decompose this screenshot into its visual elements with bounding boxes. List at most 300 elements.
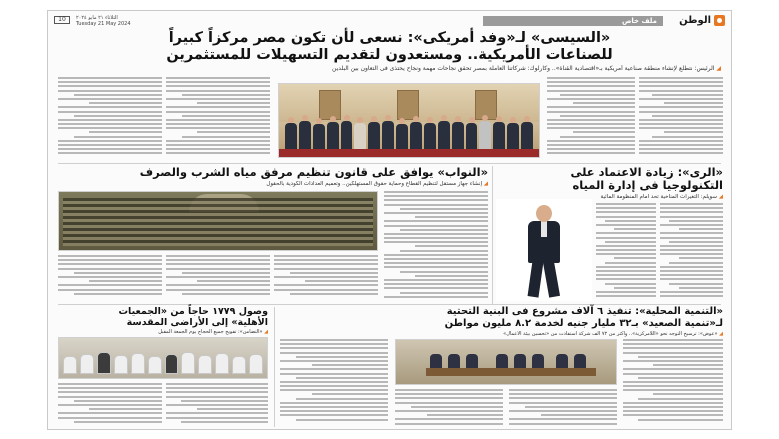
text-line	[58, 417, 162, 419]
text-line	[280, 373, 388, 375]
text-line	[166, 85, 270, 87]
text-line	[660, 203, 723, 205]
text-line	[639, 85, 723, 87]
text-line	[525, 406, 617, 408]
parliament-photo	[58, 191, 378, 251]
lead-body-column-3	[547, 77, 635, 159]
text-line	[660, 249, 723, 251]
text-line	[280, 339, 388, 341]
text-line	[58, 259, 162, 261]
text-line	[638, 398, 723, 400]
text-line	[384, 287, 488, 289]
text-line	[166, 404, 268, 406]
dateline-english: Tuesday 21 May 2024	[76, 21, 131, 27]
text-line	[623, 389, 723, 391]
text-line	[274, 268, 378, 270]
text-line	[384, 237, 488, 239]
text-line	[280, 402, 388, 404]
text-line	[384, 266, 488, 268]
text-line	[614, 287, 656, 289]
text-line	[280, 389, 388, 391]
text-line	[509, 393, 617, 395]
text-line	[296, 398, 388, 400]
text-line	[58, 255, 162, 257]
text-line	[596, 253, 656, 255]
text-line	[58, 81, 162, 83]
text-line	[547, 90, 635, 92]
text-line	[166, 77, 270, 79]
text-line	[280, 347, 388, 349]
text-line	[58, 387, 162, 389]
text-line	[596, 216, 656, 218]
text-line	[605, 283, 656, 285]
text-line	[274, 284, 378, 286]
text-line	[639, 119, 723, 121]
logo-text: الوطن	[679, 15, 711, 26]
local-development-body-column-1	[280, 339, 388, 427]
text-line	[58, 152, 162, 154]
text-line	[166, 387, 268, 389]
text-line	[395, 393, 503, 395]
text-line	[660, 224, 723, 226]
text-line	[547, 111, 635, 113]
meeting-photo	[395, 339, 617, 385]
text-line	[280, 368, 388, 370]
text-line	[560, 94, 635, 96]
divider	[274, 307, 275, 427]
text-line	[596, 207, 656, 209]
text-line	[664, 131, 723, 133]
divider	[58, 163, 721, 164]
text-line	[614, 228, 656, 230]
text-line	[660, 278, 723, 280]
text-line	[274, 259, 378, 261]
text-line	[89, 131, 162, 133]
divider	[492, 166, 493, 304]
text-line	[290, 272, 378, 274]
text-line	[411, 406, 503, 408]
text-line	[312, 393, 388, 395]
text-line	[509, 423, 617, 425]
hajj-subheadline	[58, 329, 268, 335]
text-line	[639, 148, 723, 150]
text-line	[58, 123, 162, 125]
text-line	[596, 232, 656, 234]
text-line	[166, 98, 270, 100]
text-line	[166, 268, 270, 270]
text-line	[679, 257, 723, 259]
text-line	[280, 406, 388, 408]
text-line	[596, 291, 656, 293]
text-line	[623, 339, 723, 341]
newspaper-logo	[679, 15, 725, 26]
text-line	[669, 220, 723, 222]
text-line	[384, 199, 488, 201]
text-line	[596, 270, 656, 272]
text-line	[547, 140, 635, 142]
text-line	[669, 283, 723, 285]
hajj-body-column-2	[166, 383, 268, 427]
text-line	[384, 283, 488, 285]
text-line	[623, 373, 723, 375]
text-line	[509, 410, 617, 412]
text-line	[384, 279, 488, 281]
text-line	[623, 406, 723, 408]
text-line	[596, 245, 656, 247]
text-line	[58, 127, 162, 129]
text-line	[547, 106, 635, 108]
text-line	[660, 274, 723, 276]
irrigation-body-column-2	[660, 203, 723, 301]
text-line	[74, 115, 162, 117]
text-line	[74, 293, 162, 295]
text-line	[280, 343, 388, 345]
text-line	[58, 90, 162, 92]
text-line	[74, 421, 162, 423]
irrigation-subheadline-text: سويلم: التغيرات المناخية تحد أمام المنظومة المائية	[600, 194, 718, 200]
text-line	[614, 257, 656, 259]
text-line	[660, 253, 723, 255]
text-line	[58, 383, 162, 385]
text-line	[400, 250, 488, 252]
local-development-body-column-2	[395, 389, 503, 427]
text-line	[638, 419, 723, 421]
text-line	[384, 220, 488, 222]
text-line	[384, 296, 488, 298]
text-line	[166, 144, 270, 146]
text-line	[166, 148, 270, 150]
text-line	[296, 377, 388, 379]
text-line	[605, 241, 656, 243]
text-line	[623, 347, 723, 349]
text-line	[573, 102, 635, 104]
text-line	[384, 254, 488, 256]
text-line	[296, 419, 388, 421]
parliament-body-column-3	[166, 255, 270, 301]
text-line	[395, 389, 503, 391]
bullet-icon: ◢	[262, 329, 268, 335]
local-development-body-column-3	[509, 389, 617, 427]
text-line	[596, 203, 656, 205]
text-line	[623, 402, 723, 404]
text-line	[623, 385, 723, 387]
text-line	[182, 272, 270, 274]
local-development-body-column-4	[623, 339, 723, 427]
text-line	[653, 364, 723, 366]
text-line	[58, 268, 162, 270]
text-line	[74, 272, 162, 274]
text-line	[166, 140, 270, 142]
text-line	[560, 136, 635, 138]
text-line	[395, 423, 503, 425]
text-line	[639, 127, 723, 129]
parliament-body-column-4	[274, 255, 378, 301]
text-line	[166, 412, 268, 414]
text-line	[197, 280, 270, 282]
hajj-body-column-1	[58, 383, 162, 427]
text-line	[312, 364, 388, 366]
text-line	[415, 275, 488, 277]
text-line	[166, 255, 270, 257]
text-line	[166, 284, 270, 286]
text-line	[596, 266, 656, 268]
text-line	[660, 207, 723, 209]
text-line	[660, 270, 723, 272]
text-line	[395, 402, 503, 404]
text-line	[290, 293, 378, 295]
text-line	[639, 152, 723, 154]
text-line	[384, 212, 488, 214]
text-line	[660, 211, 723, 213]
bullet-icon: ◢	[482, 181, 488, 187]
text-line	[623, 414, 723, 416]
text-line	[274, 276, 378, 278]
text-line	[395, 397, 503, 399]
hajj-subheadline-text: «التضامن»: تفويج جميع الحجاج يوم الجمعة المقبل	[158, 329, 263, 335]
text-line	[623, 343, 723, 345]
text-line	[660, 295, 723, 297]
text-line	[166, 391, 268, 393]
text-line	[280, 381, 388, 383]
text-line	[274, 263, 378, 265]
text-line	[166, 123, 270, 125]
local-development-headline-line1: «التنمية المحلية»: تنفيذ ٦ آلاف مشروع فى البنية التحتية	[446, 306, 723, 317]
text-line	[384, 225, 488, 227]
text-line	[58, 263, 162, 265]
bullet-icon: ◢	[714, 65, 721, 72]
text-line	[58, 144, 162, 146]
page-number: 10	[54, 16, 70, 24]
bullet-icon: ◢	[717, 331, 723, 337]
text-line	[638, 356, 723, 358]
text-line	[166, 383, 268, 385]
text-line	[58, 77, 162, 79]
text-line	[639, 144, 723, 146]
text-line	[274, 255, 378, 257]
text-line	[384, 241, 488, 243]
text-line	[58, 412, 162, 414]
text-line	[58, 111, 162, 113]
text-line	[660, 266, 723, 268]
text-line	[296, 356, 388, 358]
text-line	[400, 208, 488, 210]
minister-photo	[496, 199, 592, 301]
text-line	[547, 144, 635, 146]
text-line	[166, 289, 270, 291]
parliament-headline: «النواب» يوافق على قانون تنظيم مرفق مياه الشرب والصرف	[139, 165, 488, 179]
text-line	[395, 410, 503, 412]
text-line	[166, 106, 270, 108]
text-line	[58, 284, 162, 286]
text-line	[74, 400, 162, 402]
parliament-body-column-1	[384, 191, 488, 301]
text-line	[182, 293, 270, 295]
text-line	[58, 391, 162, 393]
hajj-headline-line2: الأهلية» إلى الأراضى المقدسة	[126, 317, 268, 328]
text-line	[89, 280, 162, 282]
hajj-headline-line1: وصول ١٧٧٩ حاجاً من «الجمعيات	[118, 306, 268, 317]
hajj-headline	[58, 306, 268, 328]
text-line	[58, 276, 162, 278]
text-line	[639, 123, 723, 125]
text-line	[605, 262, 656, 264]
text-line	[166, 396, 268, 398]
text-line	[166, 259, 270, 261]
logo-mark-icon	[714, 15, 725, 26]
local-development-headline-line2: لـ«تنمية الصعيد» بـ٣٢ مليار جنيه لخدمة ٨.٢ مليون مواطن	[444, 318, 723, 329]
text-line	[623, 360, 723, 362]
text-line	[400, 229, 488, 231]
text-line	[639, 106, 723, 108]
text-line	[596, 249, 656, 251]
text-line	[660, 216, 723, 218]
text-line	[596, 237, 656, 239]
text-line	[669, 262, 723, 264]
lead-headline-line2: للصناعات الأمريكية.. ومستعدون لتقديم التسهيلات للمستثمرين	[166, 47, 613, 63]
text-line	[166, 127, 270, 129]
text-line	[639, 77, 723, 79]
text-line	[660, 245, 723, 247]
text-line	[660, 232, 723, 234]
text-line	[384, 191, 488, 193]
text-line	[547, 119, 635, 121]
text-line	[623, 368, 723, 370]
text-line	[166, 263, 270, 265]
text-line	[197, 408, 268, 410]
text-line	[415, 216, 488, 218]
section-tab: ملف خاص	[483, 16, 663, 26]
irrigation-headline-line1: «الرى»: زيادة الاعتماد على	[570, 165, 723, 179]
text-line	[427, 414, 503, 416]
text-line	[166, 417, 268, 419]
text-line	[280, 410, 388, 412]
newspaper-page	[47, 10, 732, 430]
text-line	[58, 148, 162, 150]
text-line	[509, 418, 617, 420]
text-line	[547, 148, 635, 150]
masthead	[54, 15, 725, 27]
text-line	[639, 90, 723, 92]
text-line	[384, 195, 488, 197]
parliament-subheadline-text: إنشاء جهاز مستقل لتنظيم القطاع وحماية حقوق المستهلكين.. وتعميم العدادات الكودية بالحقول	[266, 181, 483, 187]
text-line	[280, 352, 388, 354]
bullet-icon: ◢	[717, 194, 723, 200]
text-line	[639, 98, 723, 100]
irrigation-headline	[496, 166, 723, 192]
text-line	[596, 274, 656, 276]
text-line	[660, 237, 723, 239]
text-line	[89, 408, 162, 410]
text-line	[547, 77, 635, 79]
local-development-headline	[280, 306, 723, 330]
text-line	[58, 85, 162, 87]
text-line	[58, 98, 162, 100]
text-line	[669, 241, 723, 243]
local-development-subheadline-text: «عوض»: ترسيخ التوجه نحو «اللامركزية».. واكثر من ٧٢ ألف شركة استفادت من «تحسين بيئة الأعمال»	[503, 331, 718, 337]
text-line	[652, 94, 723, 96]
text-line	[652, 136, 723, 138]
text-line	[166, 119, 270, 121]
text-line	[400, 292, 488, 294]
text-line	[400, 271, 488, 273]
text-line	[509, 397, 617, 399]
text-line	[58, 396, 162, 398]
text-line	[547, 123, 635, 125]
text-line	[280, 360, 388, 362]
text-line	[384, 233, 488, 235]
text-line	[89, 102, 162, 104]
text-line	[58, 119, 162, 121]
irrigation-body-column-1	[596, 203, 656, 301]
text-line	[280, 414, 388, 416]
text-line	[639, 81, 723, 83]
text-line	[679, 287, 723, 289]
lead-photo-group	[278, 83, 540, 158]
text-line	[182, 115, 270, 117]
text-line	[166, 90, 270, 92]
text-line	[509, 402, 617, 404]
text-line	[58, 289, 162, 291]
text-line	[596, 211, 656, 213]
text-line	[280, 385, 388, 387]
text-line	[197, 131, 270, 133]
text-line	[560, 115, 635, 117]
lead-body-column-1	[58, 77, 162, 159]
text-line	[639, 111, 723, 113]
hajj-photo	[58, 337, 268, 379]
text-line	[166, 152, 270, 154]
irrigation-headline-line2: التكنولوجيا فى إدارة المياه	[572, 178, 723, 192]
lead-body-column-4	[639, 77, 723, 159]
local-development-subheadline	[280, 331, 723, 337]
lead-subheadline-text: الرئيس: نتطلع لإنشاء منطقة صناعية أمريكية بـ«اقتصادية القناة».. وكارلوك: شركاتنا العاملة بمصر تحقق نجاحات مهمة ونجاح يحتذى فى التعاون بين البلدين	[332, 65, 715, 72]
text-line	[384, 204, 488, 206]
text-line	[182, 136, 270, 138]
text-line	[181, 421, 268, 423]
text-line	[547, 152, 635, 154]
text-line	[639, 140, 723, 142]
text-line	[166, 81, 270, 83]
text-line	[623, 410, 723, 412]
text-line	[166, 111, 270, 113]
text-line	[605, 220, 656, 222]
text-line	[74, 94, 162, 96]
parliament-body-column-2	[58, 255, 162, 301]
text-line	[58, 106, 162, 108]
text-line	[547, 98, 635, 100]
dateline	[76, 15, 131, 27]
text-line	[623, 352, 723, 354]
text-line	[623, 381, 723, 383]
lead-body-column-2	[166, 77, 270, 159]
text-line	[547, 127, 635, 129]
text-line	[596, 224, 656, 226]
text-line	[58, 404, 162, 406]
text-line	[596, 295, 656, 297]
text-line	[573, 131, 635, 133]
text-line	[638, 377, 723, 379]
text-line	[182, 94, 270, 96]
text-line	[197, 102, 270, 104]
text-line	[395, 418, 503, 420]
divider	[58, 304, 721, 305]
text-line	[166, 276, 270, 278]
text-line	[652, 115, 723, 117]
text-line	[415, 245, 488, 247]
text-line	[660, 291, 723, 293]
text-line	[547, 85, 635, 87]
text-line	[679, 228, 723, 230]
